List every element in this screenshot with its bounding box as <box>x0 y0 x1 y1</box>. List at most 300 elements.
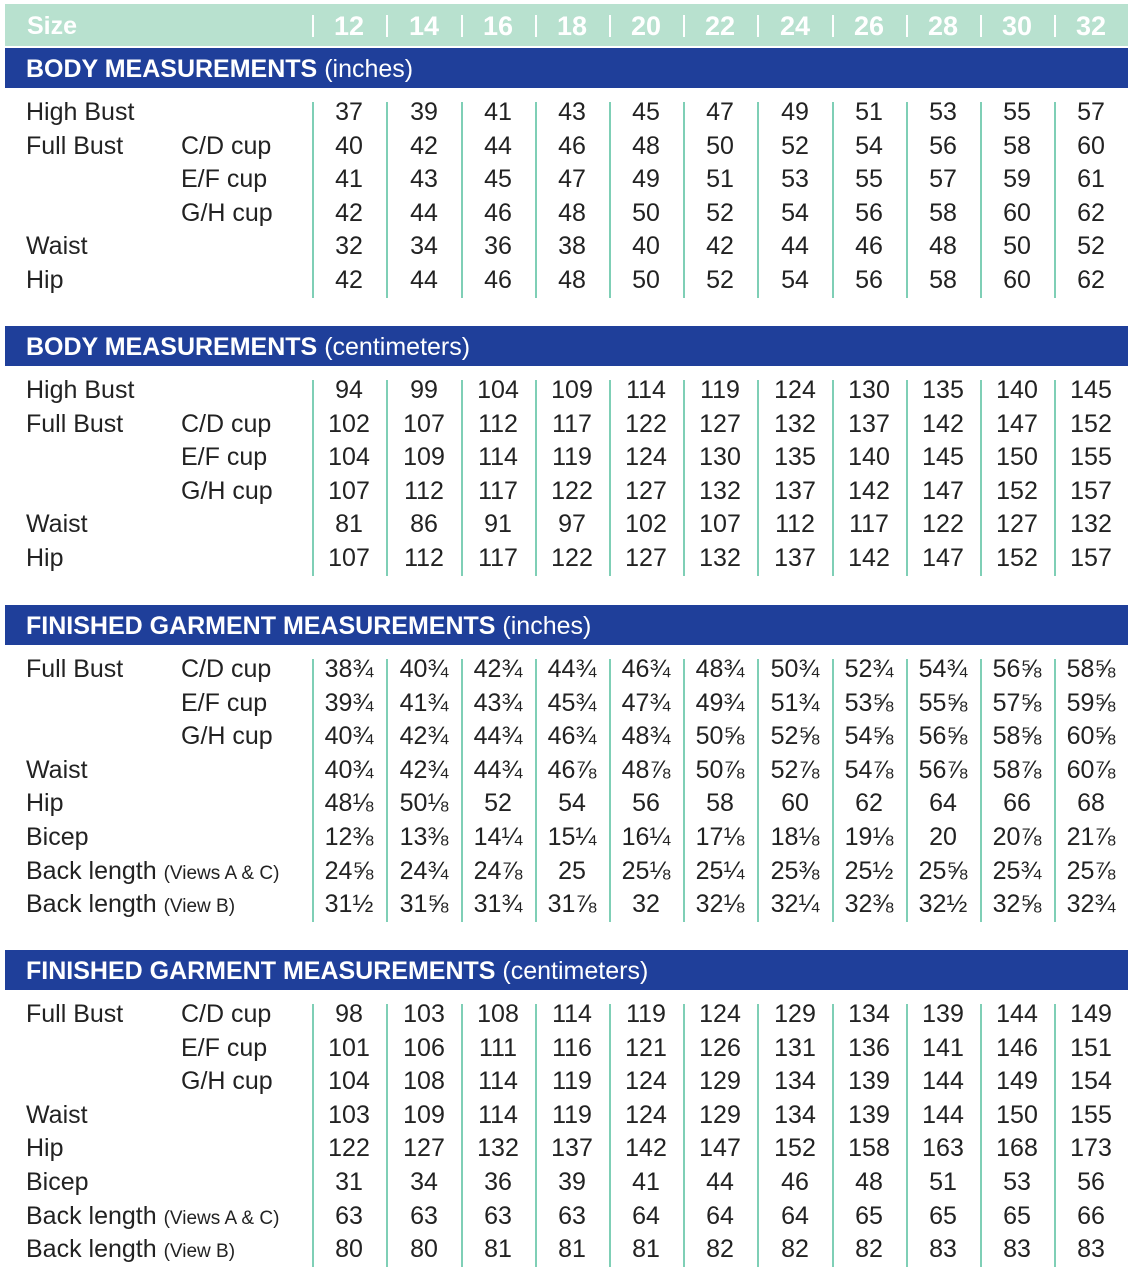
size-28-value: 122 <box>922 510 964 539</box>
size-32-value: 61 <box>1077 165 1105 194</box>
size-24-value: 54 <box>781 198 809 227</box>
size-32-value: 52 <box>1077 232 1105 261</box>
size-30-value: 60 <box>1003 266 1031 294</box>
size-12-value: 31 <box>335 1168 363 1196</box>
size-22-value: 129 <box>699 1067 741 1096</box>
row-label-text: High Bust <box>26 376 135 404</box>
size-32-value: 155 <box>1070 443 1112 472</box>
size-22-value: 47 <box>706 98 734 126</box>
size-32-value: 62 <box>1077 198 1105 227</box>
measurement-row <box>0 787 1138 821</box>
section-title <box>26 612 591 641</box>
size-30-value: 53 <box>1003 1168 1031 1196</box>
size-16-value: 44¾ <box>473 722 523 751</box>
size-24-value: 25⅜ <box>770 856 820 885</box>
row-label-note: (View B) <box>163 1241 236 1263</box>
size-28-value: 51 <box>929 1168 957 1196</box>
size-12-value: 40¾ <box>324 722 374 751</box>
row-label-text: Waist <box>26 755 88 784</box>
size-header-26: 26 <box>853 11 885 41</box>
size-14-value: 34 <box>410 1168 438 1196</box>
row-label <box>26 1101 88 1130</box>
size-16-value: 111 <box>478 1033 517 1062</box>
size-32-value: 60 <box>1077 131 1105 160</box>
measurement-row <box>0 855 1138 889</box>
size-28-value: 147 <box>922 476 964 505</box>
row-cup-label: E/F cup <box>181 165 268 194</box>
size-28-value: 32½ <box>918 890 968 919</box>
size-16-value: 44 <box>484 131 512 160</box>
row-label <box>26 857 279 886</box>
row-label-text: Hip <box>26 266 64 294</box>
size-32-value: 32¾ <box>1066 890 1116 919</box>
size-24-value: 50¾ <box>770 655 820 683</box>
size-26-value: 48 <box>855 1168 883 1196</box>
size-22-value: 49¾ <box>695 688 745 717</box>
size-26-value: 142 <box>848 476 890 505</box>
size-26-value: 65 <box>855 1201 883 1230</box>
size-header-28: 28 <box>927 11 959 41</box>
size-28-value: 53 <box>929 98 957 126</box>
size-30-value: 25¾ <box>992 856 1042 885</box>
section-banner <box>5 48 1128 88</box>
size-18-value: 15¼ <box>547 823 597 851</box>
size-22-value: 44 <box>706 1168 734 1196</box>
size-28-value: 25⅝ <box>918 856 968 885</box>
size-18-value: 44¾ <box>547 655 597 683</box>
measurement-row <box>0 475 1138 509</box>
size-24-value: 49 <box>781 98 809 126</box>
measurement-row <box>0 508 1138 542</box>
row-label <box>26 266 64 295</box>
size-16-value: 14¼ <box>473 823 523 851</box>
size-30-value: 168 <box>996 1134 1038 1163</box>
size-26-value: 52¾ <box>844 655 894 683</box>
section-banner <box>5 605 1128 645</box>
size-16-value: 45 <box>484 165 512 194</box>
size-12-value: 42 <box>335 198 363 227</box>
measurement-row <box>0 197 1138 231</box>
size-12-value: 101 <box>328 1033 370 1062</box>
size-12-value: 31½ <box>324 890 374 919</box>
measurement-row <box>0 653 1138 687</box>
row-label-text: Hip <box>26 544 64 572</box>
size-30-value: 60 <box>1003 198 1031 227</box>
row-label <box>26 823 89 852</box>
size-18-value: 119 <box>552 443 592 472</box>
row-label <box>26 376 134 405</box>
size-28-value: 163 <box>922 1134 964 1163</box>
size-22-value: 17⅛ <box>695 823 745 851</box>
row-label-text: Full Bust <box>26 409 124 438</box>
size-12-value: 122 <box>328 1134 370 1163</box>
size-18-value: 39 <box>558 1168 586 1196</box>
size-30-value: 83 <box>1003 1235 1031 1264</box>
size-30-value: 59 <box>1003 165 1031 194</box>
size-16-value: 108 <box>477 1000 519 1028</box>
section-title-unit: (inches) <box>502 612 592 640</box>
size-14-value: 109 <box>403 443 445 472</box>
size-16-value: 63 <box>484 1201 512 1230</box>
size-18-value: 38 <box>558 232 586 261</box>
size-12-value: 94 <box>335 376 363 404</box>
size-30-value: 56⅝ <box>992 655 1042 683</box>
size-12-value: 42 <box>335 266 363 294</box>
size-20-value: 48¾ <box>621 722 671 751</box>
size-header-label: Size <box>27 12 78 40</box>
row-cup-label: G/H cup <box>181 1067 273 1096</box>
row-cup-label: E/F cup <box>181 443 268 472</box>
size-18-value: 46 <box>558 131 586 160</box>
section-title <box>26 333 470 362</box>
size-14-value: 34 <box>410 232 438 261</box>
size-26-value: 54⅝ <box>844 722 894 751</box>
size-18-value: 43 <box>558 98 586 126</box>
size-24-value: 53 <box>781 165 809 194</box>
size-18-value: 46¾ <box>547 722 597 751</box>
measurement-section <box>0 950 1138 1271</box>
size-24-value: 152 <box>774 1134 816 1163</box>
size-22-value: 50⅝ <box>695 722 745 751</box>
size-12-value: 104 <box>328 443 370 472</box>
size-14-value: 42¾ <box>399 755 449 784</box>
size-26-value: 117 <box>849 510 889 539</box>
size-20-value: 46¾ <box>621 655 671 683</box>
size-28-value: 147 <box>922 544 964 572</box>
size-32-value: 149 <box>1070 1000 1112 1028</box>
row-label <box>26 789 64 818</box>
size-header-divider <box>757 15 759 37</box>
size-16-value: 81 <box>484 1235 512 1264</box>
size-20-value: 48 <box>632 131 660 160</box>
size-header-12: 12 <box>333 11 365 41</box>
size-24-value: 134 <box>774 1100 816 1129</box>
size-24-value: 54 <box>781 266 809 294</box>
row-label-text: Full Bust <box>26 1000 124 1028</box>
size-26-value: 130 <box>848 376 890 404</box>
size-18-value: 97 <box>558 510 586 539</box>
size-28-value: 48 <box>929 232 957 261</box>
row-label-text: Back length <box>26 1201 157 1230</box>
size-28-value: 58 <box>929 198 957 227</box>
size-20-value: 122 <box>625 409 667 438</box>
measurement-row <box>0 720 1138 754</box>
size-24-value: 112 <box>775 510 815 539</box>
row-cup-label: G/H cup <box>181 476 273 505</box>
size-14-value: 44 <box>410 198 438 227</box>
size-30-value: 152 <box>996 476 1038 505</box>
size-32-value: 173 <box>1070 1134 1112 1163</box>
size-header-32: 32 <box>1075 11 1107 41</box>
size-32-value: 21⅞ <box>1066 823 1116 851</box>
row-cup-label: C/D cup <box>181 131 272 160</box>
size-20-value: 47¾ <box>621 688 671 717</box>
section-banner <box>5 326 1128 366</box>
measurement-row <box>0 998 1138 1032</box>
size-14-value: 40¾ <box>399 655 449 683</box>
size-16-value: 43¾ <box>473 688 523 717</box>
size-12-value: 48⅛ <box>324 789 374 818</box>
row-cup-label: C/D cup <box>181 1000 272 1028</box>
row-cup-label: C/D cup <box>181 655 272 683</box>
size-28-value: 57 <box>929 165 957 194</box>
size-16-value: 36 <box>484 232 512 261</box>
row-label-text: Back length <box>26 856 157 885</box>
row-label <box>26 655 123 684</box>
size-18-value: 63 <box>558 1201 586 1230</box>
size-22-value: 52 <box>706 266 734 294</box>
size-16-value: 52 <box>484 789 512 818</box>
size-28-value: 58 <box>929 266 957 294</box>
size-12-value: 102 <box>328 409 370 438</box>
size-18-value: 47 <box>558 165 586 194</box>
size-24-value: 134 <box>774 1067 816 1096</box>
size-28-value: 83 <box>929 1235 957 1264</box>
row-label-text: Full Bust <box>26 655 124 683</box>
size-32-value: 157 <box>1070 476 1112 505</box>
size-32-value: 152 <box>1070 409 1112 438</box>
size-28-value: 56⅞ <box>918 755 968 784</box>
row-label <box>26 232 88 261</box>
size-14-value: 108 <box>403 1067 445 1096</box>
measurement-row <box>0 163 1138 197</box>
size-28-value: 64 <box>929 789 957 818</box>
size-30-value: 58⅝ <box>992 722 1042 751</box>
measurement-row <box>0 687 1138 721</box>
size-18-value: 25 <box>558 856 586 885</box>
size-30-value: 127 <box>996 510 1038 539</box>
size-24-value: 124 <box>774 376 816 404</box>
size-20-value: 142 <box>625 1134 667 1163</box>
size-24-value: 137 <box>774 476 816 505</box>
measurement-row <box>0 1200 1138 1234</box>
size-32-value: 68 <box>1077 789 1105 818</box>
size-14-value: 44 <box>410 266 438 294</box>
row-label-text: Bicep <box>26 823 89 851</box>
size-20-value: 124 <box>625 1100 667 1129</box>
size-24-value: 137 <box>774 544 816 572</box>
size-12-value: 12⅜ <box>324 823 374 851</box>
size-22-value: 124 <box>699 1000 741 1028</box>
measurement-row <box>0 374 1138 408</box>
size-30-value: 50 <box>1003 232 1031 261</box>
section-title <box>26 957 648 986</box>
size-14-value: 99 <box>410 376 438 404</box>
size-24-value: 32¼ <box>770 890 820 919</box>
size-12-value: 81 <box>335 510 363 539</box>
size-18-value: 122 <box>551 544 593 572</box>
size-header-18: 18 <box>556 11 588 41</box>
section-title-text: FINISHED GARMENT MEASUREMENTS <box>26 957 496 985</box>
size-22-value: 82 <box>706 1235 734 1264</box>
size-18-value: 81 <box>558 1235 586 1264</box>
size-14-value: 109 <box>403 1100 445 1129</box>
size-18-value: 119 <box>552 1100 592 1129</box>
size-16-value: 42¾ <box>473 655 523 683</box>
size-20-value: 102 <box>625 510 667 539</box>
row-label <box>26 756 88 785</box>
measurement-row <box>0 408 1138 442</box>
size-20-value: 40 <box>632 232 660 261</box>
size-24-value: 82 <box>781 1235 809 1264</box>
measurement-row <box>0 1132 1138 1166</box>
size-32-value: 83 <box>1077 1235 1105 1264</box>
size-12-value: 107 <box>328 476 370 505</box>
measurement-row <box>0 1166 1138 1200</box>
measurement-row <box>0 264 1138 298</box>
size-22-value: 25¼ <box>695 856 745 885</box>
size-20-value: 121 <box>625 1033 667 1062</box>
size-12-value: 32 <box>335 232 363 261</box>
size-30-value: 66 <box>1003 789 1031 818</box>
row-label-text: Bicep <box>26 1168 89 1196</box>
size-32-value: 56 <box>1077 1168 1105 1196</box>
size-18-value: 109 <box>551 376 593 404</box>
size-20-value: 64 <box>632 1201 660 1230</box>
size-header-row <box>5 4 1128 46</box>
size-26-value: 140 <box>848 443 890 472</box>
size-14-value: 42¾ <box>399 722 449 751</box>
size-30-value: 147 <box>996 409 1038 438</box>
size-32-value: 60⅞ <box>1066 755 1116 784</box>
measurement-row <box>0 230 1138 264</box>
size-24-value: 51¾ <box>770 688 820 717</box>
row-label <box>26 890 235 919</box>
size-16-value: 91 <box>484 510 512 539</box>
measurement-row <box>0 542 1138 576</box>
size-14-value: 31⅝ <box>399 890 449 919</box>
size-26-value: 53⅝ <box>844 688 894 717</box>
size-24-value: 135 <box>774 443 816 472</box>
size-30-value: 149 <box>996 1067 1038 1096</box>
size-32-value: 151 <box>1070 1033 1112 1062</box>
size-20-value: 41 <box>632 1168 660 1196</box>
size-22-value: 48¾ <box>695 655 745 683</box>
size-14-value: 107 <box>403 409 445 438</box>
row-label-text: High Bust <box>26 98 135 126</box>
size-24-value: 46 <box>781 1168 809 1196</box>
size-20-value: 48⅞ <box>621 755 671 784</box>
measurement-row <box>0 1233 1138 1267</box>
size-28-value: 56 <box>929 131 957 160</box>
row-cup-label: G/H cup <box>181 722 273 751</box>
size-30-value: 20⅞ <box>992 823 1042 851</box>
size-30-value: 140 <box>996 376 1038 404</box>
size-26-value: 56 <box>855 198 883 227</box>
size-header-24: 24 <box>779 11 811 41</box>
size-22-value: 129 <box>699 1100 741 1129</box>
size-18-value: 119 <box>552 1067 592 1096</box>
row-label-text: Back length <box>26 890 157 919</box>
size-16-value: 41 <box>484 98 512 126</box>
row-label-text: Hip <box>26 789 64 818</box>
row-label-note: (Views A & C) <box>163 862 280 884</box>
size-26-value: 136 <box>848 1033 890 1062</box>
size-24-value: 132 <box>774 409 816 438</box>
size-18-value: 114 <box>552 1000 592 1028</box>
size-32-value: 154 <box>1070 1067 1112 1096</box>
size-26-value: 19⅛ <box>844 823 894 851</box>
size-30-value: 144 <box>996 1000 1038 1028</box>
size-28-value: 145 <box>922 443 964 472</box>
size-20-value: 32 <box>632 890 660 919</box>
size-18-value: 46⅞ <box>547 755 597 784</box>
size-22-value: 52 <box>706 198 734 227</box>
size-header-16: 16 <box>482 11 514 41</box>
measurement-row <box>0 1065 1138 1099</box>
size-20-value: 81 <box>632 1235 660 1264</box>
size-18-value: 48 <box>558 198 586 227</box>
size-20-value: 124 <box>625 1067 667 1096</box>
row-label <box>26 1168 89 1197</box>
row-label <box>26 510 88 539</box>
size-22-value: 50⅞ <box>695 755 745 784</box>
section-title-unit: (centimeters) <box>324 333 471 361</box>
size-14-value: 43 <box>410 165 438 194</box>
size-14-value: 86 <box>410 510 438 539</box>
size-26-value: 142 <box>848 544 890 572</box>
size-22-value: 130 <box>699 443 741 472</box>
size-24-value: 52⅞ <box>770 755 820 784</box>
size-header-14: 14 <box>408 11 440 41</box>
measurement-row <box>0 1099 1138 1133</box>
size-30-value: 57⅝ <box>992 688 1042 717</box>
size-18-value: 117 <box>552 409 592 438</box>
size-28-value: 56⅝ <box>918 722 968 751</box>
size-14-value: 24¾ <box>399 856 449 885</box>
size-30-value: 58⅞ <box>992 755 1042 784</box>
size-22-value: 51 <box>706 165 734 194</box>
size-26-value: 46 <box>855 232 883 261</box>
size-16-value: 104 <box>477 376 519 404</box>
size-16-value: 36 <box>484 1168 512 1196</box>
size-26-value: 82 <box>855 1235 883 1264</box>
size-32-value: 132 <box>1070 510 1112 539</box>
size-12-value: 41 <box>335 165 363 194</box>
size-14-value: 103 <box>403 1000 445 1028</box>
size-12-value: 37 <box>335 98 363 126</box>
size-22-value: 147 <box>699 1134 741 1163</box>
row-label-text: Waist <box>26 1100 88 1129</box>
size-16-value: 112 <box>478 409 518 438</box>
size-12-value: 107 <box>328 544 370 572</box>
size-26-value: 158 <box>848 1134 890 1163</box>
size-12-value: 98 <box>335 1000 363 1028</box>
size-32-value: 25⅞ <box>1066 856 1116 885</box>
size-14-value: 112 <box>404 544 444 572</box>
size-22-value: 32⅛ <box>695 890 745 919</box>
size-14-value: 41¾ <box>399 688 449 717</box>
size-32-value: 57 <box>1077 98 1105 126</box>
size-14-value: 50⅛ <box>399 789 449 818</box>
size-14-value: 112 <box>404 476 444 505</box>
size-26-value: 134 <box>848 1000 890 1028</box>
size-18-value: 31⅞ <box>547 890 597 919</box>
size-28-value: 55⅝ <box>918 688 968 717</box>
size-30-value: 150 <box>996 443 1038 472</box>
size-20-value: 127 <box>625 544 667 572</box>
size-24-value: 129 <box>774 1000 816 1028</box>
size-26-value: 137 <box>848 409 890 438</box>
size-16-value: 117 <box>478 544 518 572</box>
size-16-value: 31¾ <box>473 890 523 919</box>
size-20-value: 50 <box>632 198 660 227</box>
size-32-value: 59⅝ <box>1066 688 1116 717</box>
row-label-text: Waist <box>26 510 88 539</box>
size-30-value: 152 <box>996 544 1038 572</box>
size-32-value: 157 <box>1070 544 1112 572</box>
size-20-value: 119 <box>626 1000 666 1028</box>
